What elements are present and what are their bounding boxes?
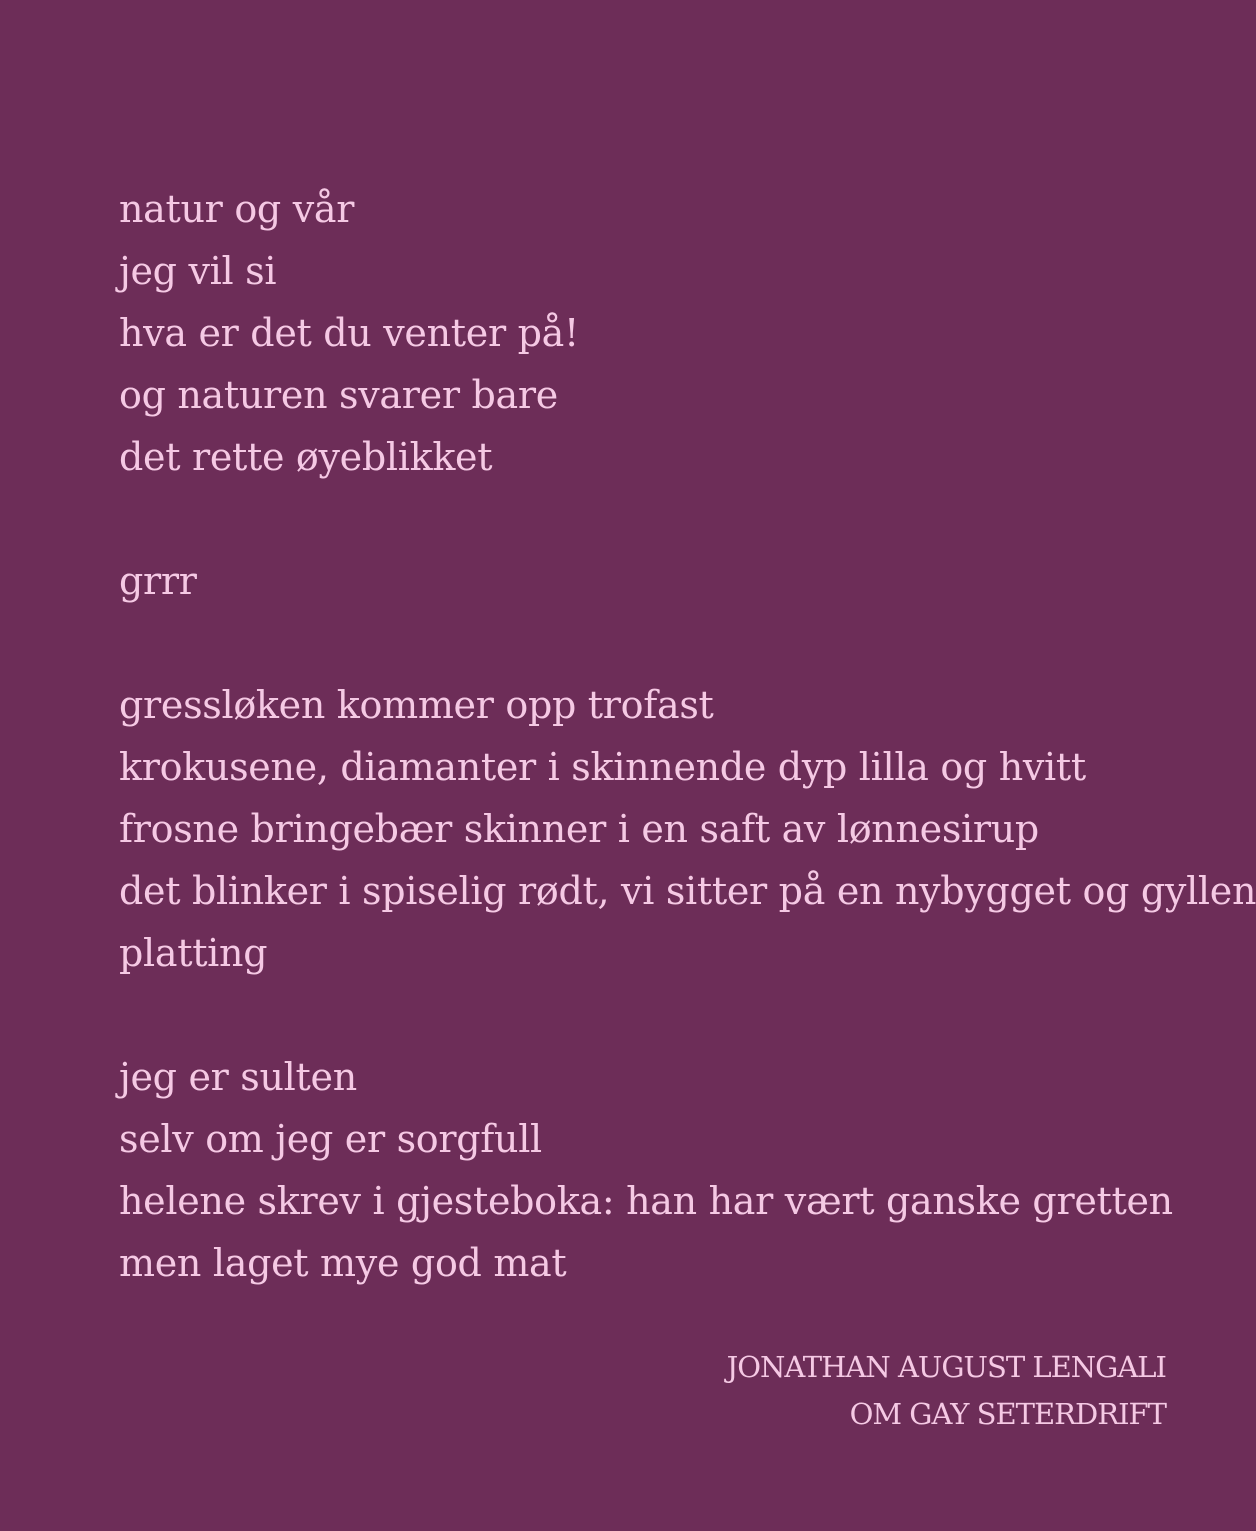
poem-line: gressløken kommer opp trofast (119, 683, 714, 727)
poem-line: frosne bringebær skinner i en saft av lønnesirup (119, 807, 1039, 851)
poem-line: jeg er sulten (119, 1055, 357, 1099)
poem-line: men laget mye god mat (119, 1241, 567, 1285)
poem-line: platting (119, 931, 268, 975)
poem-line: det blinker i spiselig rødt, vi sitter på en nybygget og gyllen (119, 869, 1256, 913)
attribution (727, 1344, 1166, 1438)
poem-line: helene skrev i gjesteboka: han har vært ganske gretten (119, 1179, 1173, 1223)
stanza-1 (119, 178, 1229, 488)
stanza-3 (119, 674, 1256, 984)
author-name: JONATHAN AUGUST LENGALI (726, 1350, 1166, 1384)
poem-line: det rette øyeblikket (119, 435, 493, 479)
stanza-2 (119, 550, 1229, 612)
poem-line: og naturen svarer bare (119, 373, 558, 417)
poem-line: krokusene, diamanter i skinnende dyp lilla og hvitt (119, 745, 1086, 789)
poem-line: grrr (119, 559, 197, 603)
poem-line: hva er det du venter på! (119, 311, 579, 355)
poem-line: natur og vår (119, 187, 355, 231)
poem-line: selv om jeg er sorgfull (119, 1117, 542, 1161)
work-title: OM GAY SETERDRIFT (849, 1397, 1166, 1431)
stanza-4 (119, 1046, 1229, 1294)
poem-body (119, 178, 1256, 1294)
poem-line: jeg vil si (119, 249, 277, 293)
